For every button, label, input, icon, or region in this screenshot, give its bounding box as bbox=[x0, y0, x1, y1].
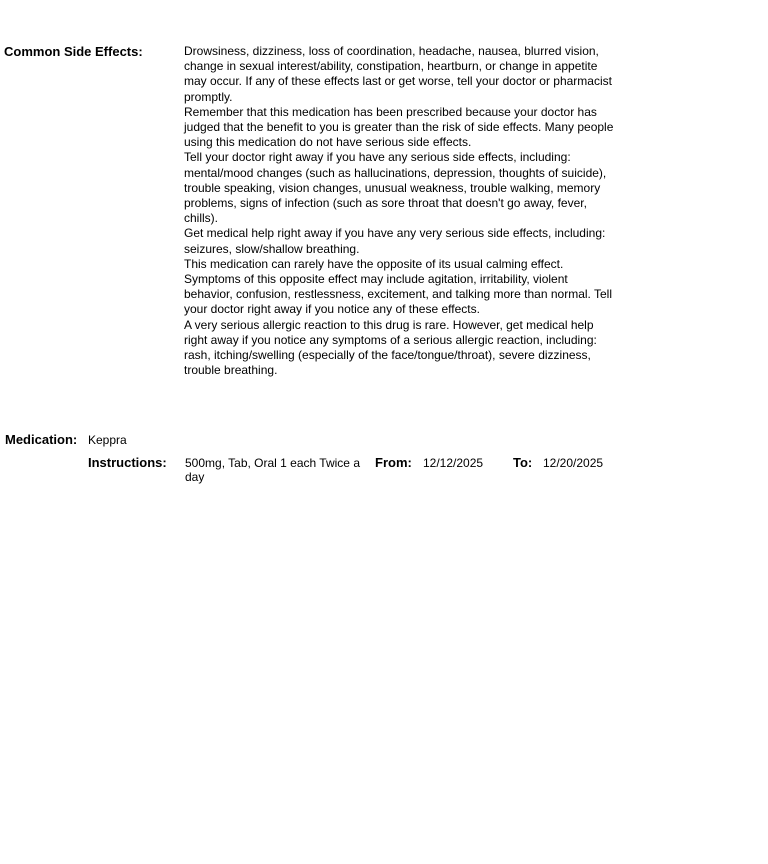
side-effects-paragraph: Tell your doctor right away if you have any serious side effects, including: mental/mood changes (such as hallucinations, depression, thoughts of suicide), trouble speaking, vision changes, unusual weakness, trouble walking, memory problems, signs of infection (such as sore throat that doesn't go away, fever, chills). bbox=[184, 150, 607, 226]
instructions-label: Instructions: bbox=[88, 455, 167, 470]
from-date-value: 12/12/2025 bbox=[423, 456, 484, 470]
side-effects-paragraph: This medication can rarely have the opposite of its usual calming effect. Symptoms of this opposite effect may include agitation, irritability, violent behavior, confusion, restlessness, excitement, and talking more than normal. Tell your doctor right away if you notice any of these effects. bbox=[184, 256, 613, 317]
instructions-value: 500mg, Tab, Oral 1 each Twice a day bbox=[185, 456, 360, 484]
side-effects-paragraph: Get medical help right away if you have any very serious side effects, including: seizures, slow/shallow breathing. bbox=[184, 226, 606, 256]
side-effects-paragraph: A very serious allergic reaction to this drug is rare. However, get medical help right away if you notice any symptoms of a serious allergic reaction, including: rash, itching/swelling (especially of the face/tongue/throat), severe dizziness, trouble breathing. bbox=[184, 317, 597, 378]
from-label: From: bbox=[375, 455, 412, 470]
common-side-effects-label: Common Side Effects: bbox=[4, 44, 143, 59]
medication-label: Medication: bbox=[5, 432, 78, 447]
medication-value: Keppra bbox=[88, 433, 127, 447]
to-date-value: 12/20/2025 bbox=[543, 456, 604, 470]
side-effects-paragraph: Drowsiness, dizziness, loss of coordination, headache, nausea, blurred vision, change in sexual interest/ability, constipation, heartburn, or change in appetite may occur. If any of these effects last or get worse, tell your doctor or pharmacist promptly. bbox=[184, 44, 612, 104]
common-side-effects-text bbox=[184, 44, 616, 378]
to-label: To: bbox=[513, 455, 533, 470]
side-effects-paragraph: Remember that this medication has been prescribed because your doctor has judged that the benefit to you is greater than the risk of side effects. Many people using this medication do not have serious side effects. bbox=[184, 104, 614, 150]
